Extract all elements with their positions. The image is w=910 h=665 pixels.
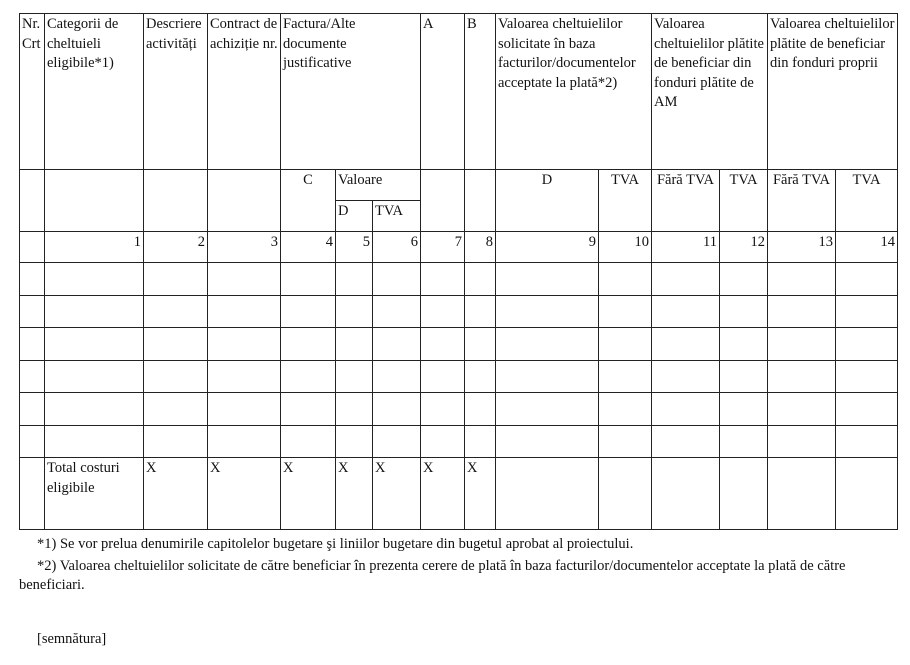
footnote-2: *2) Valoarea cheltuielilor solicitate de către beneficiar în prezenta cerere de plată în baza facturilor/documentelor acceptate la plată de către beneficiari.	[19, 558, 846, 593]
total-row	[20, 458, 898, 530]
column-number: 3	[208, 232, 281, 263]
subheader-cell	[20, 170, 45, 232]
subheader-tva: TVA	[720, 170, 768, 232]
column-number: 14	[836, 232, 898, 263]
column-number: 1	[45, 232, 144, 263]
column-number: 13	[768, 232, 836, 263]
subheader-d-small: D	[336, 201, 373, 232]
column-number: 5	[336, 232, 373, 263]
subheader-cell	[144, 170, 208, 232]
total-mark: X	[208, 458, 281, 530]
column-number: 8	[465, 232, 496, 263]
subheader-tva: TVA	[836, 170, 898, 232]
column-number: 4	[281, 232, 336, 263]
header-valoarea-solicitate: Valoarea cheltuielilor solicitate în baza facturilor/documentelor acceptate la plată*2)	[496, 14, 652, 170]
header-a: A	[421, 14, 465, 170]
subheader-cell	[465, 170, 496, 232]
total-mark: X	[281, 458, 336, 530]
header-contract: Contract de achiziție nr.	[208, 14, 281, 170]
subheader-d: D	[496, 170, 599, 232]
table-row	[20, 263, 898, 296]
header-categorii: Categorii de cheltuieli eligibile*1)	[45, 14, 144, 170]
subheader-fara-tva: Fără TVA	[652, 170, 720, 232]
table-row	[20, 328, 898, 361]
subheader-cell	[45, 170, 144, 232]
column-number: 7	[421, 232, 465, 263]
subheader-valoare: Valoare	[336, 170, 421, 201]
total-mark: X	[336, 458, 373, 530]
expenses-table	[19, 13, 898, 530]
header-descriere: Descriere activități	[144, 14, 208, 170]
subheader-c: C	[281, 170, 336, 232]
column-number: 2	[144, 232, 208, 263]
total-mark: X	[144, 458, 208, 530]
signature-placeholder: [semnătura]	[37, 631, 107, 647]
table-row	[20, 360, 898, 393]
header-factura: Factura/Alte documente justificative	[281, 14, 421, 170]
footnote-1: *1) Se vor prelua denumirile capitolelor bugetare şi liniilor bugetare din bugetul aprobat al proiectului.	[37, 536, 634, 552]
column-number: 6	[373, 232, 421, 263]
column-number: 11	[652, 232, 720, 263]
column-number: 12	[720, 232, 768, 263]
total-mark: X	[465, 458, 496, 530]
subheader-cell	[421, 170, 465, 232]
subheader-cell	[208, 170, 281, 232]
table-row	[20, 425, 898, 458]
column-number-cell	[20, 232, 45, 263]
header-b: B	[465, 14, 496, 170]
total-label: Total costuri eligibile	[45, 458, 144, 530]
column-number: 10	[599, 232, 652, 263]
table-row	[20, 295, 898, 328]
subheader-tva-small: TVA	[373, 201, 421, 232]
header-valoarea-am: Valoarea cheltuielilor plătite de beneficiar din fonduri plătite de AM	[652, 14, 768, 170]
table-row	[20, 393, 898, 426]
subheader-fara-tva: Fără TVA	[768, 170, 836, 232]
column-number-row	[20, 232, 898, 263]
subheader-tva: TVA	[599, 170, 652, 232]
header-valoarea-proprii: Valoarea cheltuielilor plătite de beneficiar din fonduri proprii	[768, 14, 898, 170]
subheader-row	[20, 170, 898, 201]
column-number: 9	[496, 232, 599, 263]
header-nr-crt: Nr. Crt	[20, 14, 45, 170]
total-mark: X	[373, 458, 421, 530]
total-mark: X	[421, 458, 465, 530]
header-row	[20, 14, 898, 170]
